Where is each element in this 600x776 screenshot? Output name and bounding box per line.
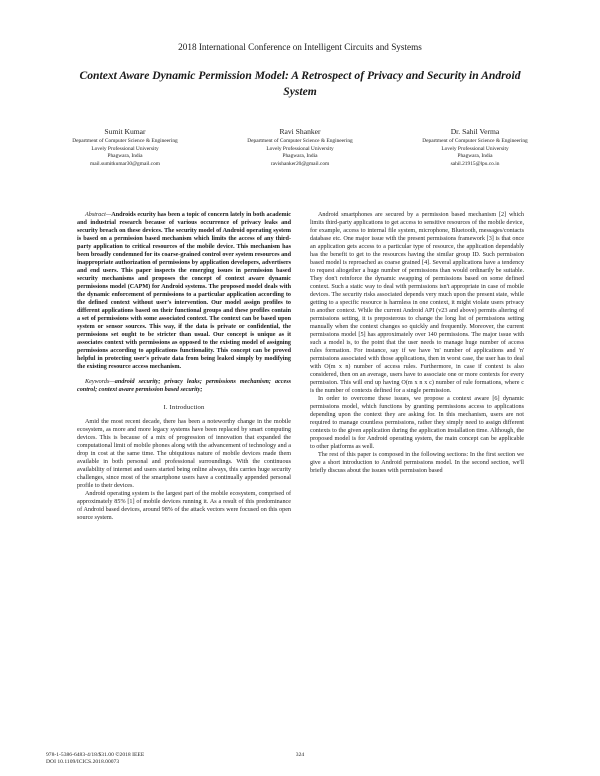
author-block: [40, 126, 560, 186]
body-paragraph-1: Android smartphones are secured by a permission based mechanism [2] which limits third-party applications to get access to sensitive resources of the mobile device, for example, access to internal file system, microphone, Bluetooth, messages/contacts database etc. One major issue with the present permissions framework [3] is that once an application gets access to a particular type of resource, the application dependably has the benefit to get to the resources having the similar group ID. Such permission based model is reproached as coarse grained [4]. Several applications have a tendency to request altogether a huge number of permissions than would ordinarily be suitable. They don't reinforce the dynamic swapping of permissions based on some defined context. Such a static way to deal with permissions isn't appropriate in case of mobile devices. The security risks associated depends very much upon the present state, while getting to a specific resource is harmless in one context, it might violate users privacy in another context. While the current Android API (v23 and above) permits altering of permissions setting, it is preposterous to change the long list of permissions setting manually when the context changes so quickly and frequently. Moreover, the current permissions model [5] has approximately over 140 permissions. The major issue with such a model is, to the point that the user needs to manage huge number of access rules formation. For instance, say if we have 'm' number of applications and 'n' permissions associated with those applications, then in worst case, the user has to deal with O(m x n) number of access rules. Furthermore, in case if context is also considered, then on an average, users have to associate one or more contexts for every permission. This will end up having O(m x n x c) number of rule formations, where c is the number of contexts defined for a single permission.: [310, 212, 524, 394]
author-name: Sumit Kumar: [104, 127, 146, 136]
body-paragraph-3: The rest of this paper is composed in the following sections: In the first section we give a short introduction to Android permissions model. In the second section, we'll briefly discuss about the issues with permission based: [310, 452, 524, 474]
author-city: Phagwara, India: [282, 153, 318, 160]
author-email: ravishanker20@gmail.com: [270, 160, 330, 167]
author-1: [40, 126, 210, 168]
body-paragraph-2: In order to overcome these issues, we propose a context aware [6] dynamic permissions model, which functions by granting permissions access to applications depending upon the context they are asking for. In this mechanism, users are not required to manage countless permissions, rather they simply need to assign different contexts to the given application during the application installation time. Although, the proposed model is for Android operating system, the main concept can be applicable to other platforms as well.: [310, 396, 524, 450]
author-city: Phagwara, India: [107, 153, 143, 160]
keywords-label: Keywords—: [85, 379, 115, 385]
footer-isbn: 978-1-5386-6483-4/18/$31.00 ©2018 IEEE: [46, 752, 145, 758]
footer-doi: DOI 10.1109/ICICS.2018.00073: [46, 759, 120, 765]
intro-paragraph-2: Android operating system is the largest part of the mobile ecosystem, comprised of approximately 85% [1] of mobile devices running it. As a result of this predominance of Android based devices, around 98% of the attack vectors were focused on this open source system.: [77, 491, 291, 521]
author-name: Ravi Shanker: [279, 127, 321, 136]
author-univ: Lovely Professional University: [91, 145, 159, 152]
author-dept: Department of Computer Science & Engineering: [247, 138, 353, 144]
author-city: Phagwara, India: [457, 153, 493, 160]
author-univ: Lovely Professional University: [441, 145, 509, 152]
keywords-text: android security; privacy leaks; permissions mechanism; access control; context aware permission based security;: [77, 379, 291, 393]
intro-paragraph-1: Amid the most recent decade, there has been a noteworthy change in the mobile ecosystem, as more and more legacy systems have been replaced by smart computing devices. This is because of a mix of progression of innovation that expanded the computational limit of mobile phones along with the advancement of technology and a drop in cost at the same time. The ubiquitous nature of mobile devices made them available in both personal and professional surroundings. With the continuous availability of internet and users started being online always, this carries huge security challenges, since most of the smartphone users have a continually appended personal profile to their devices.: [77, 419, 291, 489]
page-number: 324: [295, 752, 305, 758]
right-column: [310, 211, 524, 475]
abstract-text: Androids ecurity has been a topic of concern lately in both academic and industrial research because of various occurrence of privacy leaks and security breach on these devices. The security model of Android operating system is based on a permission based mechanism which limits the access of any third-party application to critical resources of the mobile device. This mechanism has been broadly condemned for its coarse-grained control over system resources and inappropriate authorization of permissions by application developers, advertisers and end users. This paper inspects the emerging issues in permission based security mechanisms and proposes the concept of context aware dynamic permissions model (CAPM) for Android systems. The proposed model deals with the dynamic enforcement of permissions to a particular application according to the defined context without user's intervention. Our model assign profiles to different applications based on their functional groups and these profiles contain a set of permissions with some associated context. The context can be based upon system or sensor sources. This way, if the data is private or confidential, the permissions set ought to be stricter than usual. Our concept is unique as it associates context with permissions as opposed to the existing model of assigning permissions according to applications functionality. This concept can be proved helpful in protecting user's private data from being leaked simply by modifying the existing resource access mechanism.: [77, 212, 291, 370]
author-3: [390, 126, 560, 168]
abstract-paragraph: [77, 211, 291, 371]
author-email: sahil.21915@lpu.co.in: [450, 160, 500, 167]
author-dept: Department of Computer Science & Engineering: [422, 138, 528, 144]
conference-header: 2018 International Conference on Intelligent Circuits and Systems: [178, 42, 422, 52]
keywords-paragraph: [77, 378, 291, 394]
paper-title: Context Aware Dynamic Permission Model: A Retrospect of Privacy and Security in Android System: [79, 69, 521, 98]
section-heading: I. Introduction: [163, 404, 205, 411]
author-dept: Department of Computer Science & Engineering: [72, 138, 178, 144]
left-column: [77, 211, 291, 522]
author-2: [215, 126, 385, 168]
author-email: mail.sumitkumar30@gmail.com: [90, 160, 160, 167]
author-name: Dr. Sahil Verma: [450, 127, 500, 136]
abstract-label: Abstract—: [85, 212, 112, 218]
author-univ: Lovely Professional University: [266, 145, 334, 152]
